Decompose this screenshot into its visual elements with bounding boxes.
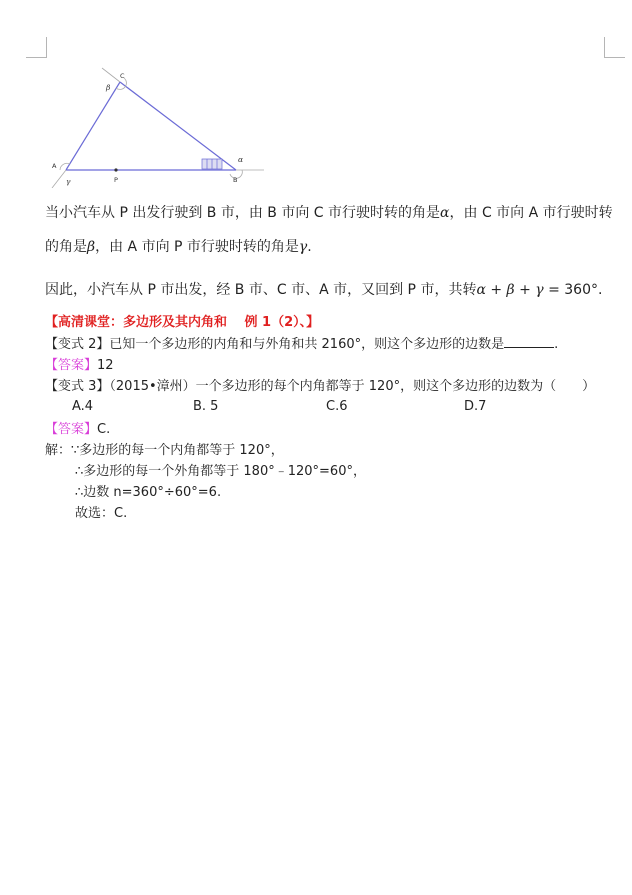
solution-line-4: 故选：C. xyxy=(75,506,128,521)
answer-1 xyxy=(45,356,114,376)
solution-line-2: ∴多边形的每一个外角都等于 180°﹣120°=60°， xyxy=(75,464,366,479)
page-corner-mark-top-right xyxy=(604,37,625,58)
variant-2: 【变式 2】已知一个多边形的内角和与外角和共 2160°，则这个多边形的边数是 . xyxy=(45,337,559,352)
paragraph-2: 的角是β，由 A 市向 P 市行驶时转的角是γ. xyxy=(45,239,312,255)
label-alpha: α xyxy=(238,155,244,164)
option-b: B. 5 xyxy=(193,399,219,414)
page-corner-mark-top-left xyxy=(26,37,47,58)
variant-3: 【变式 3】（2015•漳州）一个多边形的每个内角都等于 120°，则这个多边形的边数为（ ） xyxy=(45,379,596,394)
option-d: D.7 xyxy=(464,399,487,414)
label-p: P xyxy=(114,176,118,184)
label-b: B xyxy=(233,176,238,184)
label-beta: β xyxy=(106,83,111,92)
answer-blank[interactable] xyxy=(504,335,554,348)
answer-label: 【答案】 xyxy=(45,358,98,373)
label-c: C xyxy=(120,72,125,80)
math-alpha: α xyxy=(440,205,450,221)
triangle-diagram xyxy=(40,64,280,188)
car-icon xyxy=(202,159,222,169)
math-beta: β xyxy=(87,239,96,255)
math-gamma: γ xyxy=(298,239,308,255)
solution-line-3: ∴边数 n=360°÷60°=6. xyxy=(75,485,222,500)
option-c: C.6 xyxy=(326,399,348,414)
option-a: A.4 xyxy=(72,399,94,414)
side-ca xyxy=(66,82,120,170)
label-gamma: γ xyxy=(66,177,71,186)
answer-label: 【答案】 xyxy=(45,422,98,437)
extension-ca xyxy=(52,170,66,188)
answer-2 xyxy=(45,420,110,440)
side-bc xyxy=(120,82,236,170)
paragraph-3: 因此，小汽车从 P 市出发，经 B 市、C 市、A 市，又回到 P 市，共转α + β + γ = 360°. xyxy=(45,282,603,298)
paragraph-1: 当小汽车从 P 出发行驶到 B 市，由 B 市向 C 市行驶时转的角是α，由 C 市向 A 市行驶时转 xyxy=(45,205,613,221)
label-a: A xyxy=(52,162,57,170)
answer-value: 12 xyxy=(97,358,114,373)
solution-line-1: 解：∵多边形的每一个内角都等于 120°， xyxy=(45,443,284,458)
point-p xyxy=(114,168,117,171)
section-heading: 【高清课堂：多边形及其内角和 例 1（2）、】 xyxy=(45,315,320,330)
answer-value: C. xyxy=(97,422,111,437)
extension-bc xyxy=(102,68,120,82)
math-sum: α + β + γ xyxy=(476,282,544,298)
